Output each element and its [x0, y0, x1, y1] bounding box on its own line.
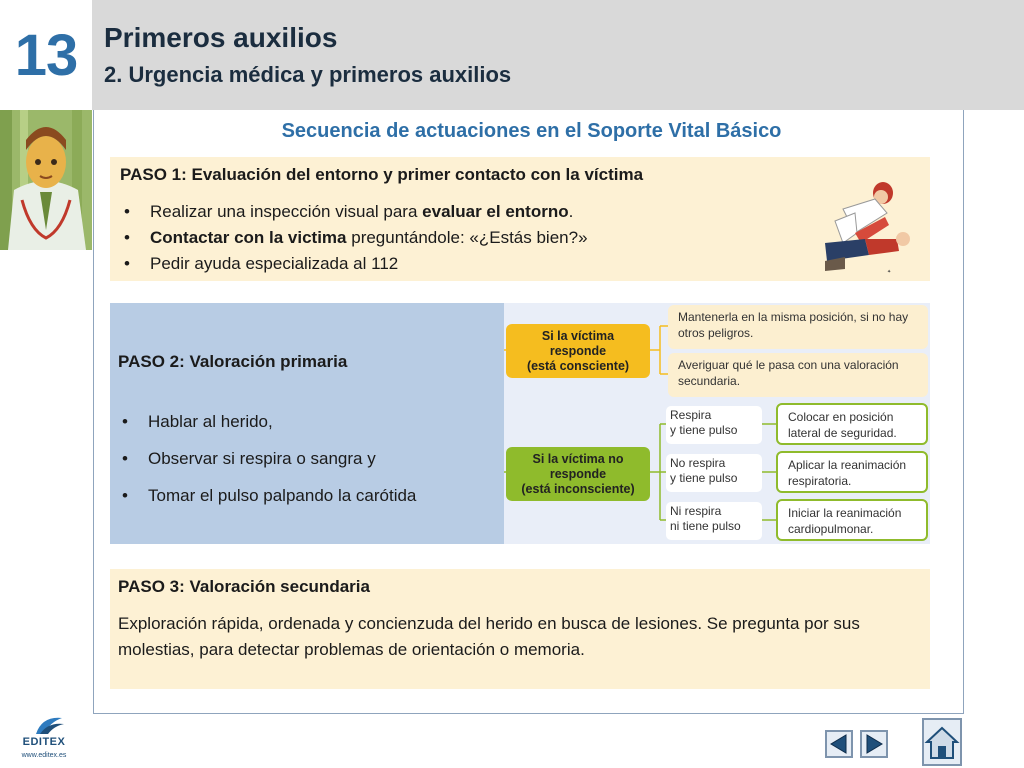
- header-band: [92, 0, 1024, 110]
- paso2-title: PASO 2: Valoración primaria: [118, 352, 348, 371]
- doctor-illustration: [0, 110, 92, 250]
- list-item: • Observar si respira o sangra y: [122, 449, 376, 468]
- arrow-right-icon: [862, 732, 886, 756]
- list-item: • Pedir ayuda especializada al 112: [124, 254, 399, 273]
- paso2-diagram: [504, 303, 930, 544]
- branch-condition-3: Ni respira ni tiene pulso: [666, 502, 762, 540]
- chapter-number: 13: [14, 22, 78, 88]
- paso3-title: PASO 3: Valoración secundaria: [118, 577, 370, 596]
- responde-node: Si la víctima responde (está consciente): [506, 324, 650, 378]
- branch-action-3: Iniciar la reanimación cardiopulmonar.: [776, 499, 928, 541]
- paso1-title: PASO 1: Evaluación del entorno y primer contacto con la víctima: [120, 165, 644, 184]
- paso3-body: Exploración rápida, ordenada y concienzuda del herido en busca de lesiones. Se pregunta por sus molestias, para detectar problemas de orientación o memoria.: [118, 614, 860, 659]
- logo-text: EDITEX: [22, 736, 66, 748]
- paso1-bullet-list: [118, 199, 588, 277]
- responde-note-2: Averiguar qué le pasa con una valoración secundaria.: [668, 353, 928, 397]
- branch-condition-1: Respira y tiene pulso: [666, 406, 762, 444]
- page-title: Primeros auxilios: [104, 22, 338, 53]
- branch-action-2: Aplicar la reanimación respiratoria.: [776, 451, 928, 493]
- section-title: Secuencia de actuaciones en el Soporte Vital Básico: [281, 120, 782, 142]
- logo-url: www.editex.es: [21, 752, 67, 759]
- list-item: • Hablar al herido,: [122, 412, 273, 431]
- paso2-box: [110, 303, 504, 544]
- branch-condition-2: No respira y tiene pulso: [666, 454, 762, 492]
- next-slide-button[interactable]: [860, 730, 888, 758]
- list-item: • Realizar una inspección visual para evaluar el entorno.: [124, 202, 574, 221]
- paso3-box: [110, 569, 930, 689]
- paso1-box: [110, 157, 930, 281]
- paso2-bullet-list: [116, 403, 416, 514]
- page-subtitle: 2. Urgencia médica y primeros auxilios: [104, 62, 512, 87]
- arrow-left-icon: [827, 732, 851, 756]
- home-icon: [924, 720, 960, 764]
- home-button[interactable]: [922, 718, 962, 766]
- cpr-illustration: [815, 173, 915, 275]
- no-responde-node: Si la víctima no responde (está inconsciente): [506, 447, 650, 501]
- svg-text:✦: ✦: [887, 269, 892, 275]
- list-item: • Contactar con la victima preguntándole: «¿Estás bien?»: [124, 228, 588, 247]
- list-item: • Tomar el pulso palpando la carótida: [122, 486, 417, 505]
- branch-action-1: Colocar en posición lateral de seguridad.: [776, 403, 928, 445]
- previous-slide-button[interactable]: [825, 730, 853, 758]
- responde-note-1: Mantenerla en la misma posición, si no hay otros peligros.: [668, 305, 928, 349]
